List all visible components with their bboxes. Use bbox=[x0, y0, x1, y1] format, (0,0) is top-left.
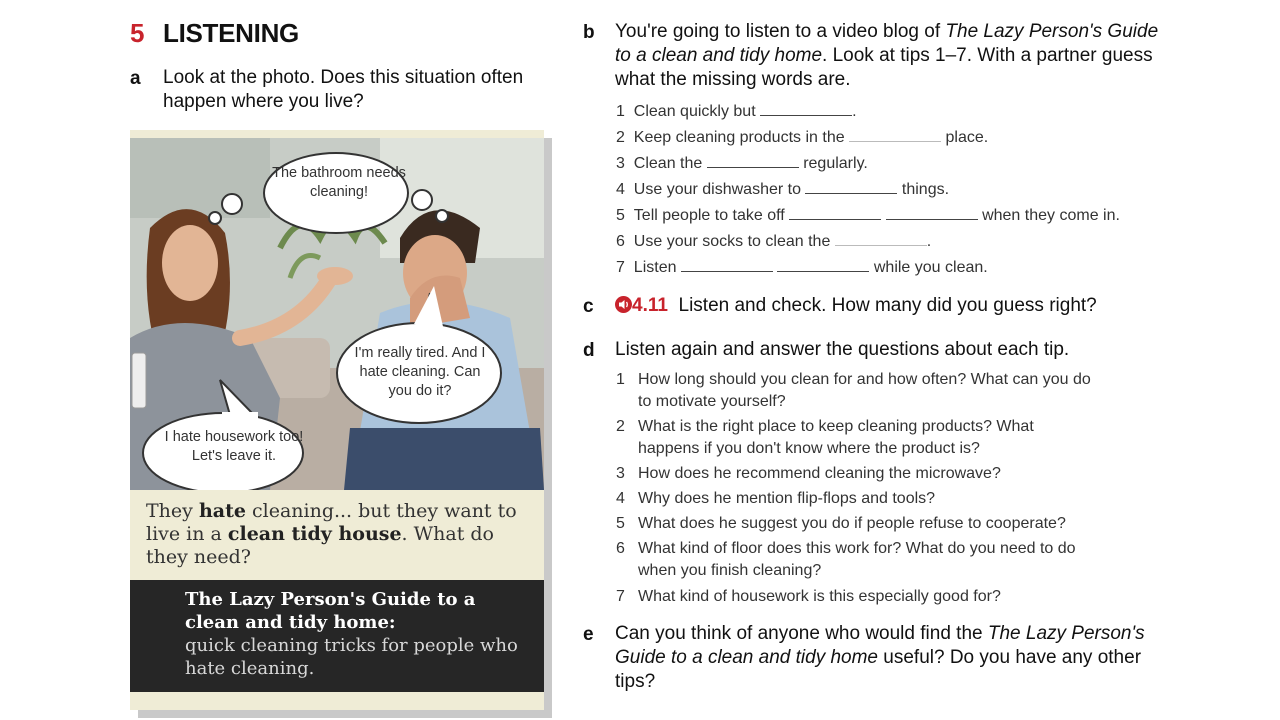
question-d-letter: d bbox=[583, 340, 595, 361]
list-item-text: What kind of floor does this work for? What do you need to do when you finish cleaning? bbox=[638, 540, 1076, 579]
question-e-letter: e bbox=[583, 624, 594, 645]
guide-title: The Lazy Person's Guide to a clean and tidy home: bbox=[185, 589, 476, 633]
list-item: 1 Clean quickly but . bbox=[616, 103, 857, 120]
list-item-text: What kind of housework is this especially good for? bbox=[638, 588, 1001, 605]
list-item-text: Why does he mention flip-flops and tools? bbox=[638, 490, 936, 507]
question-c-text: 4.11 Listen and check. How many did you guess right? bbox=[615, 294, 1175, 318]
list-item: 1 bbox=[616, 371, 625, 388]
section-number: 5 bbox=[130, 18, 145, 48]
list-item-text: How long should you clean for and how often? What can you do to motivate yourself? bbox=[638, 371, 1091, 410]
list-item-text: What is the right place to keep cleaning products? What happens if you don't know where the product is? bbox=[638, 418, 1034, 457]
list-item-text: How does he recommend cleaning the microwave? bbox=[638, 465, 1001, 482]
question-d-text: Listen again and answer the questions about each tip. bbox=[615, 339, 1070, 360]
list-item-text: What does he suggest you do if people refuse to cooperate? bbox=[638, 515, 1066, 532]
list-item: 4 Use your dishwasher to things. bbox=[616, 181, 950, 198]
list-item: 6 bbox=[616, 540, 625, 557]
question-b-text: You're going to listen to a video blog of The Lazy Person's Guide to a clean and tidy home. Look at tips 1–7. With a partner guess what the missing words are. bbox=[615, 21, 1159, 90]
list-item: 2 bbox=[616, 418, 625, 435]
question-a-letter: a bbox=[130, 68, 141, 89]
list-item: 6 Use your socks to clean the . bbox=[616, 233, 932, 250]
list-item: 5 Tell people to take off when they come in. bbox=[616, 207, 1120, 224]
list-item: 3 Clean the regularly. bbox=[616, 155, 868, 172]
list-item: 7 bbox=[616, 588, 625, 605]
audio-icon[interactable] bbox=[615, 296, 632, 313]
list-item: 5 bbox=[616, 515, 625, 532]
photo-panel bbox=[130, 130, 544, 710]
bubble-bathroom: The bathroom needs cleaning! bbox=[272, 165, 406, 200]
section-title: LISTENING bbox=[163, 18, 299, 48]
guide-subtitle: quick cleaning tricks for people who hate cleaning. bbox=[185, 635, 518, 679]
list-item: 4 bbox=[616, 490, 625, 507]
audio-track-number: 4.11 bbox=[632, 295, 668, 316]
question-b-letter: b bbox=[583, 22, 595, 43]
list-item: 2 Keep cleaning products in the place. bbox=[616, 129, 989, 146]
question-a-text: Look at the photo. Does this situation often happen where you live? bbox=[163, 67, 524, 112]
bubble-housework: I hate housework too! Let's leave it. bbox=[164, 429, 304, 464]
photo-tagline: They hate cleaning... but they want to live in a clean tidy house. What do they need? bbox=[146, 500, 517, 568]
list-item: 3 bbox=[616, 465, 625, 482]
bubble-tired: I'm really tired. And I hate cleaning. Can you do it? bbox=[354, 345, 486, 399]
question-c-letter: c bbox=[583, 296, 594, 317]
list-item: 7 Listen while you clean. bbox=[616, 259, 988, 276]
question-e-text: Can you think of anyone who would find the The Lazy Person's Guide to a clean and tidy home useful? Do you have any other tips? bbox=[615, 623, 1145, 692]
